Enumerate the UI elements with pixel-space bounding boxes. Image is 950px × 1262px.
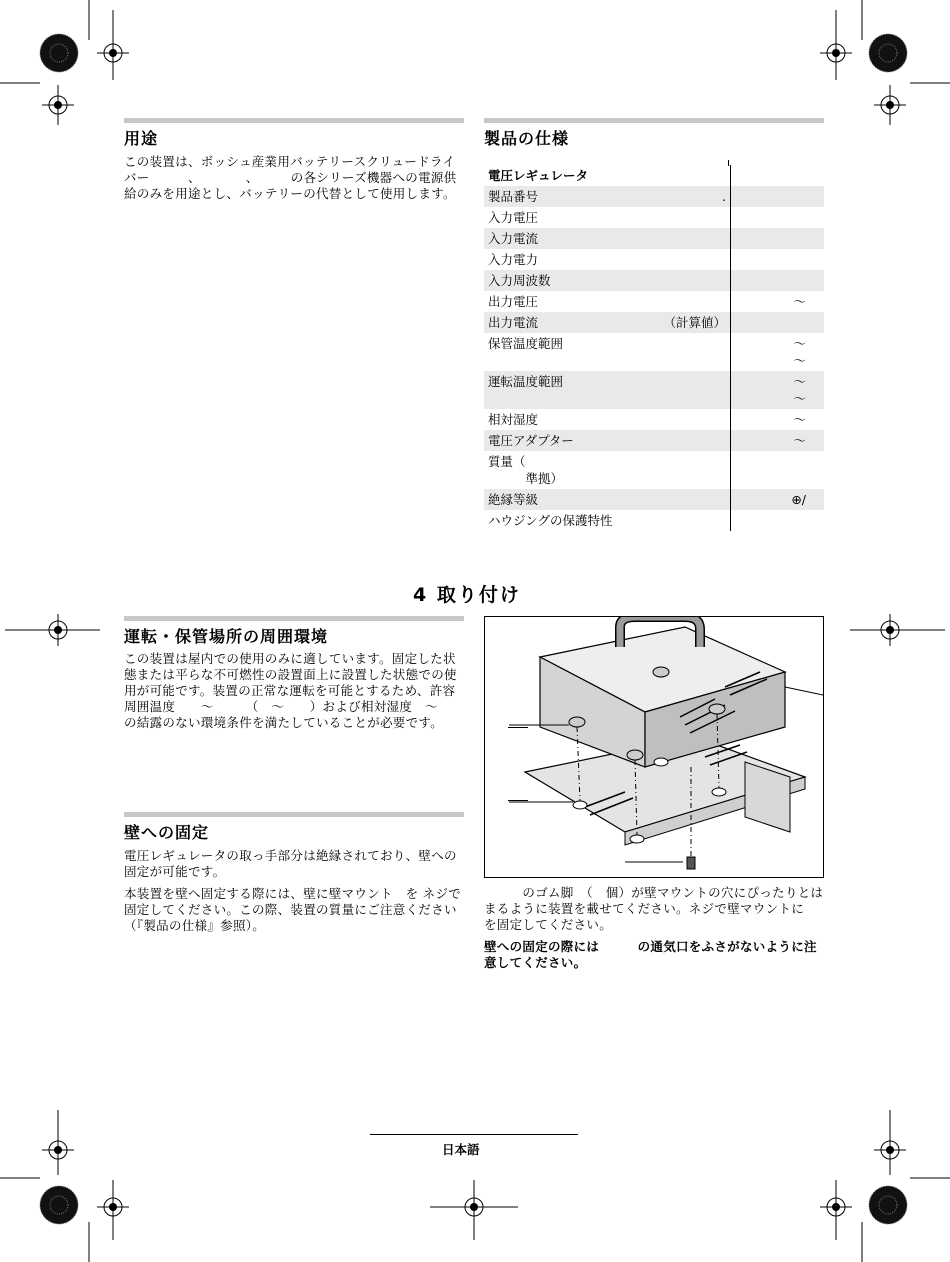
environment-heading: 運転・保管場所の周囲環境 [124, 627, 329, 646]
spec-label [484, 409, 731, 430]
spec-value [731, 249, 825, 270]
spec-row [484, 270, 824, 291]
spec-value: ⊕/ [731, 489, 825, 510]
figure-warning: 壁への固定の際には の通気口をふさがないように注意してください。 [484, 939, 817, 970]
spec-row [484, 228, 824, 249]
spec-label [484, 249, 731, 270]
spec-label-text: 相対湿度 [488, 412, 539, 427]
spec-label-text: 絶縁等級 [488, 492, 539, 507]
spec-value: ～ ～ [731, 333, 825, 371]
spec-value [731, 186, 825, 207]
callout-line-feet [508, 727, 528, 728]
specs-heading-rule [484, 118, 824, 123]
spec-row [484, 291, 824, 312]
spec-label-text: 運転温度範囲 [488, 374, 564, 389]
spec-label-text: 質量（ 準拠） [488, 454, 564, 486]
spec-label [484, 291, 731, 312]
spec-label-text: 出力電圧 [488, 294, 539, 309]
figure-caption: のゴム脚 （ 個）が壁マウントの穴にぴったりとはまるように装置を載せてください。ネジで壁マウントに を固定してください。 [484, 885, 843, 932]
spec-table [484, 165, 824, 531]
usage-text [124, 154, 464, 208]
spec-value: ～ [731, 291, 825, 312]
usage-paragraph: この装置は、ボッシュ産業用バッテリースクリュードライバー 、 、 の各シリーズ機器への電源供給のみを用途とし、バッテリーの代替として使用します。 [124, 154, 457, 201]
spec-row [484, 430, 824, 451]
spec-row [484, 451, 824, 489]
spec-value [731, 165, 825, 186]
installation-figure [484, 616, 824, 878]
specs-heading: 製品の仕様 [484, 129, 570, 148]
spec-label [484, 165, 731, 186]
spec-row [484, 510, 824, 531]
spec-value: ～ [731, 409, 825, 430]
spec-value: ～ [731, 430, 825, 451]
callout-line-mount [508, 800, 528, 801]
spec-row [484, 333, 824, 371]
spec-value [731, 207, 825, 228]
spec-label-text: ハウジングの保護特性 [488, 513, 613, 528]
usage-heading-rule [124, 118, 464, 123]
spec-label [484, 489, 731, 510]
wall-heading-rule [124, 812, 464, 817]
spec-label [484, 333, 731, 371]
usage-heading: 用途 [124, 129, 159, 148]
footer-language: 日本語 [442, 1142, 480, 1157]
spec-row [484, 207, 824, 228]
spec-label-text: 保管温度範囲 [488, 336, 564, 351]
wall-mount-illustration [485, 617, 823, 877]
spec-row [484, 249, 824, 270]
spec-label-text: 出力電流 [488, 315, 539, 330]
spec-row [484, 165, 824, 186]
spec-label [484, 371, 731, 409]
environment-heading-rule [124, 616, 464, 621]
spec-label-text: 製品番号 [488, 189, 539, 204]
spec-label [484, 186, 731, 207]
spec-row [484, 186, 824, 207]
spec-label-text: 電圧アダプター [488, 433, 574, 448]
spec-label [484, 430, 731, 451]
spec-row [484, 489, 824, 510]
spec-label [484, 312, 731, 333]
spec-value: ～ ～ [731, 371, 825, 409]
spec-row [484, 371, 824, 409]
spec-label [484, 451, 731, 489]
spec-label [484, 510, 731, 531]
spec-label-text: 電圧レギュレータ [488, 168, 589, 183]
spec-row [484, 409, 824, 430]
spec-value [731, 451, 825, 489]
spec-label-text: 入力周波数 [488, 273, 551, 288]
wall-paragraph-2: 本装置を壁へ固定する際には、壁に壁マウント を ネジで固定してください。この際、装置の質量にご注意ください（『製品の仕様』参照）。 [124, 886, 462, 933]
wall-paragraph-1: 電圧レギュレータの取っ手部分は絶縁されており、壁への固定が可能です。 [124, 848, 457, 879]
spec-label-text: 入力電圧 [488, 210, 539, 225]
spec-note: . [722, 189, 726, 204]
spec-label-text: 入力電流 [488, 231, 539, 246]
spec-value [731, 312, 825, 333]
environment-text: この装置は屋内での使用のみに適しています。固定した状態または平らな不可燃性の設置面上に設置した状態での使用が可能です。装置の正常な運転を可能とするため、許容周囲温度 ～ （ ～ ）および相対湿度 ～ の結露のない環境条件を満たしていることが必要です。 [124, 651, 464, 730]
spec-label [484, 270, 731, 291]
figure-text [484, 885, 843, 977]
spec-label-text: 入力電力 [488, 252, 539, 267]
footer-rule [370, 1134, 578, 1135]
spec-value [731, 270, 825, 291]
wall-text [124, 848, 464, 940]
section-4-title: 4 取り付け [413, 584, 521, 606]
spec-note: （計算値） [663, 315, 726, 330]
spec-value [731, 228, 825, 249]
spec-row [484, 312, 824, 333]
spec-label [484, 207, 731, 228]
wall-heading: 壁への固定 [124, 823, 210, 842]
spec-value [731, 510, 825, 531]
spec-label [484, 228, 731, 249]
